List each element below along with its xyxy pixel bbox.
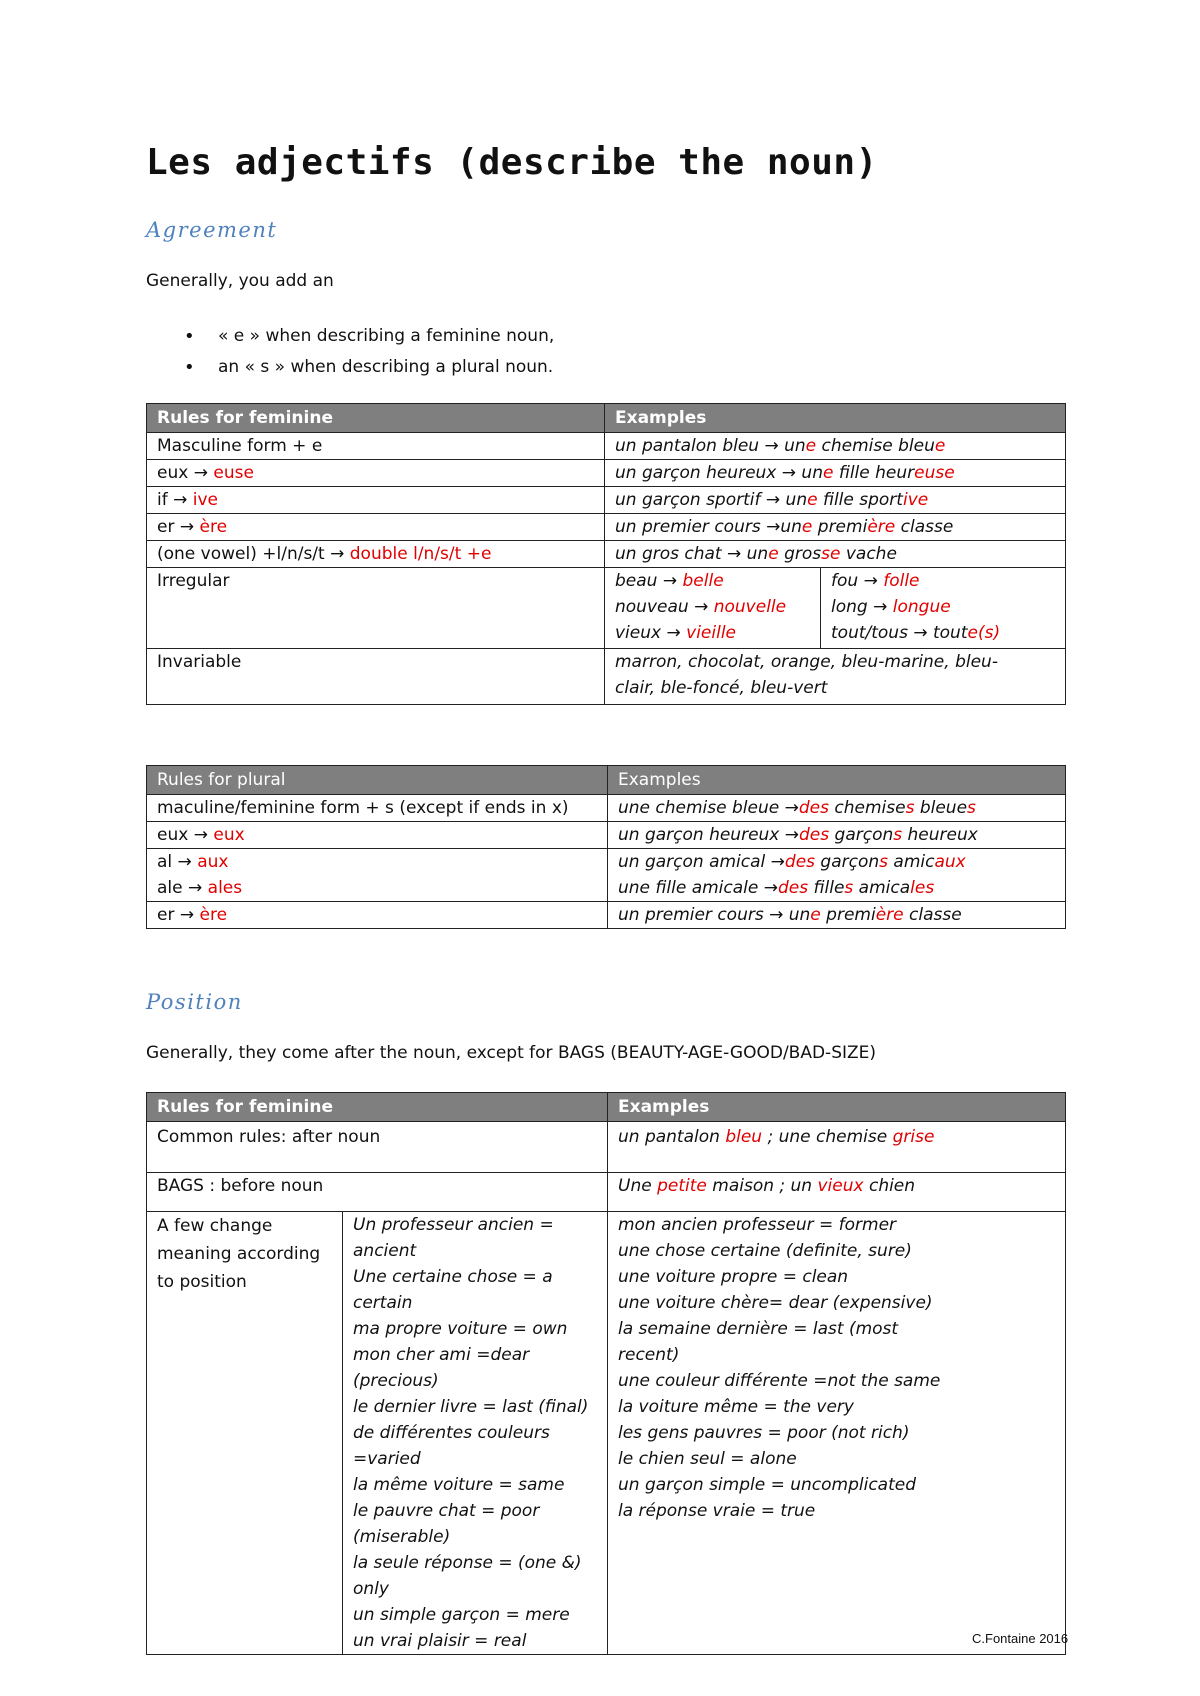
- meaning-line: un garçon simple = uncomplicated: [618, 1475, 917, 1495]
- meaning-line: une chose certaine (definite, sure): [618, 1241, 912, 1261]
- text-segment: fille sport: [817, 490, 903, 510]
- irregular-example: [831, 568, 1055, 594]
- text-segment: Une: [618, 1176, 658, 1196]
- meaning-line: la seule réponse = (one &) only: [353, 1553, 582, 1599]
- irregular-examples-col1: [605, 568, 821, 649]
- text-segment: ; une chemise: [762, 1127, 893, 1147]
- irregular-example: [831, 594, 1055, 620]
- text-segment: gros: [778, 544, 822, 564]
- table-row: [147, 433, 1066, 460]
- rule-cell: [147, 487, 605, 514]
- table-row: [147, 514, 1066, 541]
- highlighted-ending: e(s): [967, 623, 1001, 643]
- highlighted-ending: aux: [197, 852, 229, 872]
- text-segment: une chemise bleue →: [618, 798, 799, 818]
- highlighted-ending: des: [778, 878, 809, 898]
- header-rules: Rules for feminine: [147, 1093, 608, 1122]
- text-segment: ale →: [157, 878, 208, 898]
- meaning-line: une couleur différente =not the same: [618, 1371, 941, 1391]
- text-segment: eux →: [157, 825, 214, 845]
- text-segment: fille heur: [833, 463, 915, 483]
- meaning-line: un simple garçon = mere: [353, 1605, 570, 1625]
- text-segment: classe: [903, 905, 962, 925]
- text-segment: chemise: [828, 798, 906, 818]
- table-header-row: [147, 766, 1066, 795]
- highlighted-ending: ère: [199, 905, 228, 925]
- table-row: [147, 902, 1066, 929]
- highlighted-ending: e: [822, 463, 834, 483]
- highlighted-ending: e: [934, 436, 946, 456]
- meaning-line: la semaine dernière = last (most: [618, 1319, 899, 1339]
- header-examples: Examples: [605, 404, 1066, 433]
- meaning-line: le dernier livre = last (final): [353, 1397, 589, 1417]
- example-cell: [608, 1122, 1066, 1173]
- text-segment: un garçon sportif → un: [615, 490, 808, 510]
- text-segment: beau →: [615, 571, 683, 591]
- meaning-before-cell: [343, 1212, 608, 1655]
- invariable-examples: [605, 649, 1066, 705]
- text-segment: premi: [812, 517, 868, 537]
- text-segment: maculine/feminine form + s (except if ends in x): [157, 798, 569, 818]
- agreement-heading: Agreement: [146, 218, 278, 242]
- text-segment: er →: [157, 905, 200, 925]
- highlighted-ending: les: [910, 878, 935, 898]
- text-segment: if →: [157, 490, 193, 510]
- meaning-line: la même voiture = same: [353, 1475, 565, 1495]
- example-cell: [608, 902, 1066, 929]
- highlighted-ending: double l/n/s/t +e: [349, 544, 492, 564]
- example-cell: [605, 460, 1066, 487]
- meaning-line: un vrai plaisir = real: [353, 1631, 527, 1651]
- highlighted-ending: vieille: [686, 623, 737, 643]
- label-line: meaning according: [157, 1244, 321, 1264]
- text-segment: bleue: [914, 798, 968, 818]
- highlighted-ending: ive: [902, 490, 929, 510]
- rule-cell: [147, 460, 605, 487]
- text-segment: un garçon heureux → un: [615, 463, 823, 483]
- rule-cell: [147, 822, 608, 849]
- table-row: [147, 1173, 1066, 1212]
- highlighted-ending: grise: [892, 1127, 935, 1147]
- meaning-line: de différentes couleurs =varied: [353, 1423, 550, 1469]
- text-segment: un pantalon bleu → un: [615, 436, 806, 456]
- meaning-line: les gens pauvres = poor (not rich): [618, 1423, 910, 1443]
- highlighted-ending: belle: [682, 571, 724, 591]
- rule-cell: Common rules: after noun: [147, 1122, 608, 1173]
- meaning-line: Une certaine chose = a certain: [353, 1267, 553, 1313]
- example-cell: [608, 849, 1066, 902]
- irregular-example: [615, 620, 810, 646]
- highlighted-ending: des: [799, 825, 830, 845]
- irregular-example: [615, 594, 810, 620]
- example-cell: [608, 822, 1066, 849]
- example-line: [618, 875, 1055, 901]
- text-segment: vache: [840, 544, 897, 564]
- label-line: to position: [157, 1272, 247, 1292]
- highlighted-ending: se: [821, 544, 841, 564]
- rule-cell: [147, 902, 608, 929]
- position-heading: Position: [146, 990, 243, 1014]
- highlighted-ending: ère: [875, 905, 904, 925]
- invariable-line: marron, chocolat, orange, bleu-marine, bleu-: [615, 652, 998, 672]
- highlighted-ending: s: [844, 878, 854, 898]
- text-segment: amica: [853, 878, 911, 898]
- table-row: [147, 849, 1066, 902]
- example-cell: [605, 433, 1066, 460]
- table-row-irregular: [147, 568, 1066, 649]
- table-row: [147, 795, 1066, 822]
- rule-cell: [147, 541, 605, 568]
- highlighted-ending: des: [798, 798, 829, 818]
- table-header-row: [147, 1093, 1066, 1122]
- table-row: [147, 1122, 1066, 1173]
- text-segment: un garçon heureux →: [618, 825, 800, 845]
- highlighted-ending: e: [768, 544, 779, 564]
- highlighted-ending: s: [905, 798, 915, 818]
- text-segment: un premier cours →un: [615, 517, 802, 537]
- example-cell: [605, 487, 1066, 514]
- text-segment: chien: [863, 1176, 916, 1196]
- header-examples: Examples: [608, 1093, 1066, 1122]
- text-segment: garçon: [815, 852, 880, 872]
- highlighted-ending: ive: [192, 490, 219, 510]
- table-row: [147, 541, 1066, 568]
- footer-credit: C.Fontaine 2016: [972, 1631, 1069, 1646]
- text-segment: er →: [157, 517, 200, 537]
- highlighted-ending: e: [807, 490, 818, 510]
- text-segment: un garçon amical →: [618, 852, 785, 872]
- text-segment: une fille amicale →: [618, 878, 778, 898]
- example-cell: [605, 541, 1066, 568]
- feminine-rules-table: [146, 403, 1066, 705]
- highlighted-ending: des: [784, 852, 816, 872]
- rule-cell: [147, 514, 605, 541]
- highlighted-ending: folle: [883, 571, 920, 591]
- position-intro: Generally, they come after the noun, except for BAGS (BEAUTY-AGE-GOOD/BAD-SIZE): [146, 1043, 877, 1063]
- rule-cell: [147, 849, 608, 902]
- rule-cell: [147, 795, 608, 822]
- bullet-item: • « e » when describing a feminine noun,: [146, 321, 554, 352]
- rule-cell: Masculine form + e: [147, 433, 605, 460]
- meaning-line: une voiture chère= dear (expensive): [618, 1293, 933, 1313]
- table-header-row: [147, 404, 1066, 433]
- highlighted-ending: s: [893, 825, 903, 845]
- highlighted-ending: e: [805, 436, 817, 456]
- table-row-meaning: [147, 1212, 1066, 1655]
- text-segment: un premier cours → un: [618, 905, 811, 925]
- header-examples: Examples: [608, 766, 1066, 795]
- rule-cell: BAGS : before noun: [147, 1173, 608, 1212]
- irregular-example: [615, 568, 810, 594]
- example-cell: [608, 1173, 1066, 1212]
- text-segment: eux →: [157, 463, 214, 483]
- highlighted-ending: bleu: [725, 1127, 763, 1147]
- meaning-line: la réponse vraie = true: [618, 1501, 816, 1521]
- highlighted-ending: nouvelle: [713, 597, 787, 617]
- meaning-line: mon cher ami =dear (precious): [353, 1345, 530, 1391]
- table-row: [147, 460, 1066, 487]
- highlighted-ending: ales: [207, 878, 243, 898]
- highlighted-ending: longue: [892, 597, 951, 617]
- meaning-line: ma propre voiture = own: [353, 1319, 568, 1339]
- meaning-label-cell: [147, 1212, 343, 1655]
- text-segment: fille: [808, 878, 845, 898]
- highlighted-ending: aux: [934, 852, 966, 872]
- highlighted-ending: ère: [867, 517, 896, 537]
- page-title: Les adjectifs (describe the noun): [146, 142, 878, 183]
- meaning-after-cell: [608, 1212, 1069, 1655]
- text-segment: classe: [895, 517, 954, 537]
- position-rules-table: [146, 1092, 1069, 1655]
- example-cell: [605, 514, 1066, 541]
- header-rules: Rules for plural: [147, 766, 608, 795]
- meaning-line: la voiture même = the very: [618, 1397, 854, 1417]
- meaning-line: le pauvre chat = poor (miserable): [353, 1501, 540, 1547]
- text-segment: nouveau →: [615, 597, 714, 617]
- example-line: [618, 849, 1055, 875]
- meaning-line: le chien seul = alone: [618, 1449, 797, 1469]
- meaning-line: recent): [618, 1345, 680, 1365]
- text-segment: tout/tous → tout: [831, 623, 968, 643]
- irregular-example: [831, 620, 1055, 646]
- text-segment: (one vowel) +l/n/s/t →: [157, 544, 350, 564]
- highlighted-ending: euse: [213, 463, 254, 483]
- text-segment: maison ; un: [706, 1176, 818, 1196]
- table-row-invariable: [147, 649, 1066, 705]
- text-segment: al →: [157, 852, 198, 872]
- text-segment: garçon: [829, 825, 894, 845]
- rule-cell: Irregular: [147, 568, 605, 649]
- text-segment: heureux: [902, 825, 978, 845]
- meaning-line: mon ancien professeur = former: [618, 1215, 897, 1235]
- text-segment: premi: [820, 905, 876, 925]
- rule-line: [157, 875, 597, 901]
- table-row: [147, 822, 1066, 849]
- agreement-intro: Generally, you add an: [146, 271, 334, 291]
- irregular-examples-col2: [821, 568, 1066, 649]
- text-segment: long →: [831, 597, 893, 617]
- highlighted-ending: vieux: [817, 1176, 864, 1196]
- table-row: [147, 487, 1066, 514]
- highlighted-ending: eux: [213, 825, 245, 845]
- text-segment: amic: [888, 852, 935, 872]
- highlighted-ending: petite: [657, 1176, 707, 1196]
- text-segment: fou →: [831, 571, 884, 591]
- highlighted-ending: ère: [199, 517, 228, 537]
- plural-rules-table: [146, 765, 1066, 929]
- highlighted-ending: e: [810, 905, 821, 925]
- text-segment: vieux →: [615, 623, 687, 643]
- meaning-line: Un professeur ancien = ancient: [353, 1215, 554, 1261]
- highlighted-ending: s: [879, 852, 889, 872]
- rule-line: [157, 849, 597, 875]
- text-segment: un pantalon: [618, 1127, 726, 1147]
- highlighted-ending: s: [967, 798, 976, 818]
- invariable-line: clair, ble-foncé, bleu-vert: [615, 678, 828, 698]
- header-rules: Rules for feminine: [147, 404, 605, 433]
- highlighted-ending: euse: [914, 463, 955, 483]
- agreement-bullets: [146, 321, 554, 383]
- text-segment: un gros chat → un: [615, 544, 769, 564]
- text-segment: chemise bleu: [816, 436, 935, 456]
- meaning-line: une voiture propre = clean: [618, 1267, 849, 1287]
- bullet-item: • an « s » when describing a plural noun.: [146, 352, 554, 383]
- example-cell: [608, 795, 1066, 822]
- rule-cell: Invariable: [147, 649, 605, 705]
- highlighted-ending: e: [801, 517, 813, 537]
- label-line: A few change: [157, 1216, 273, 1236]
